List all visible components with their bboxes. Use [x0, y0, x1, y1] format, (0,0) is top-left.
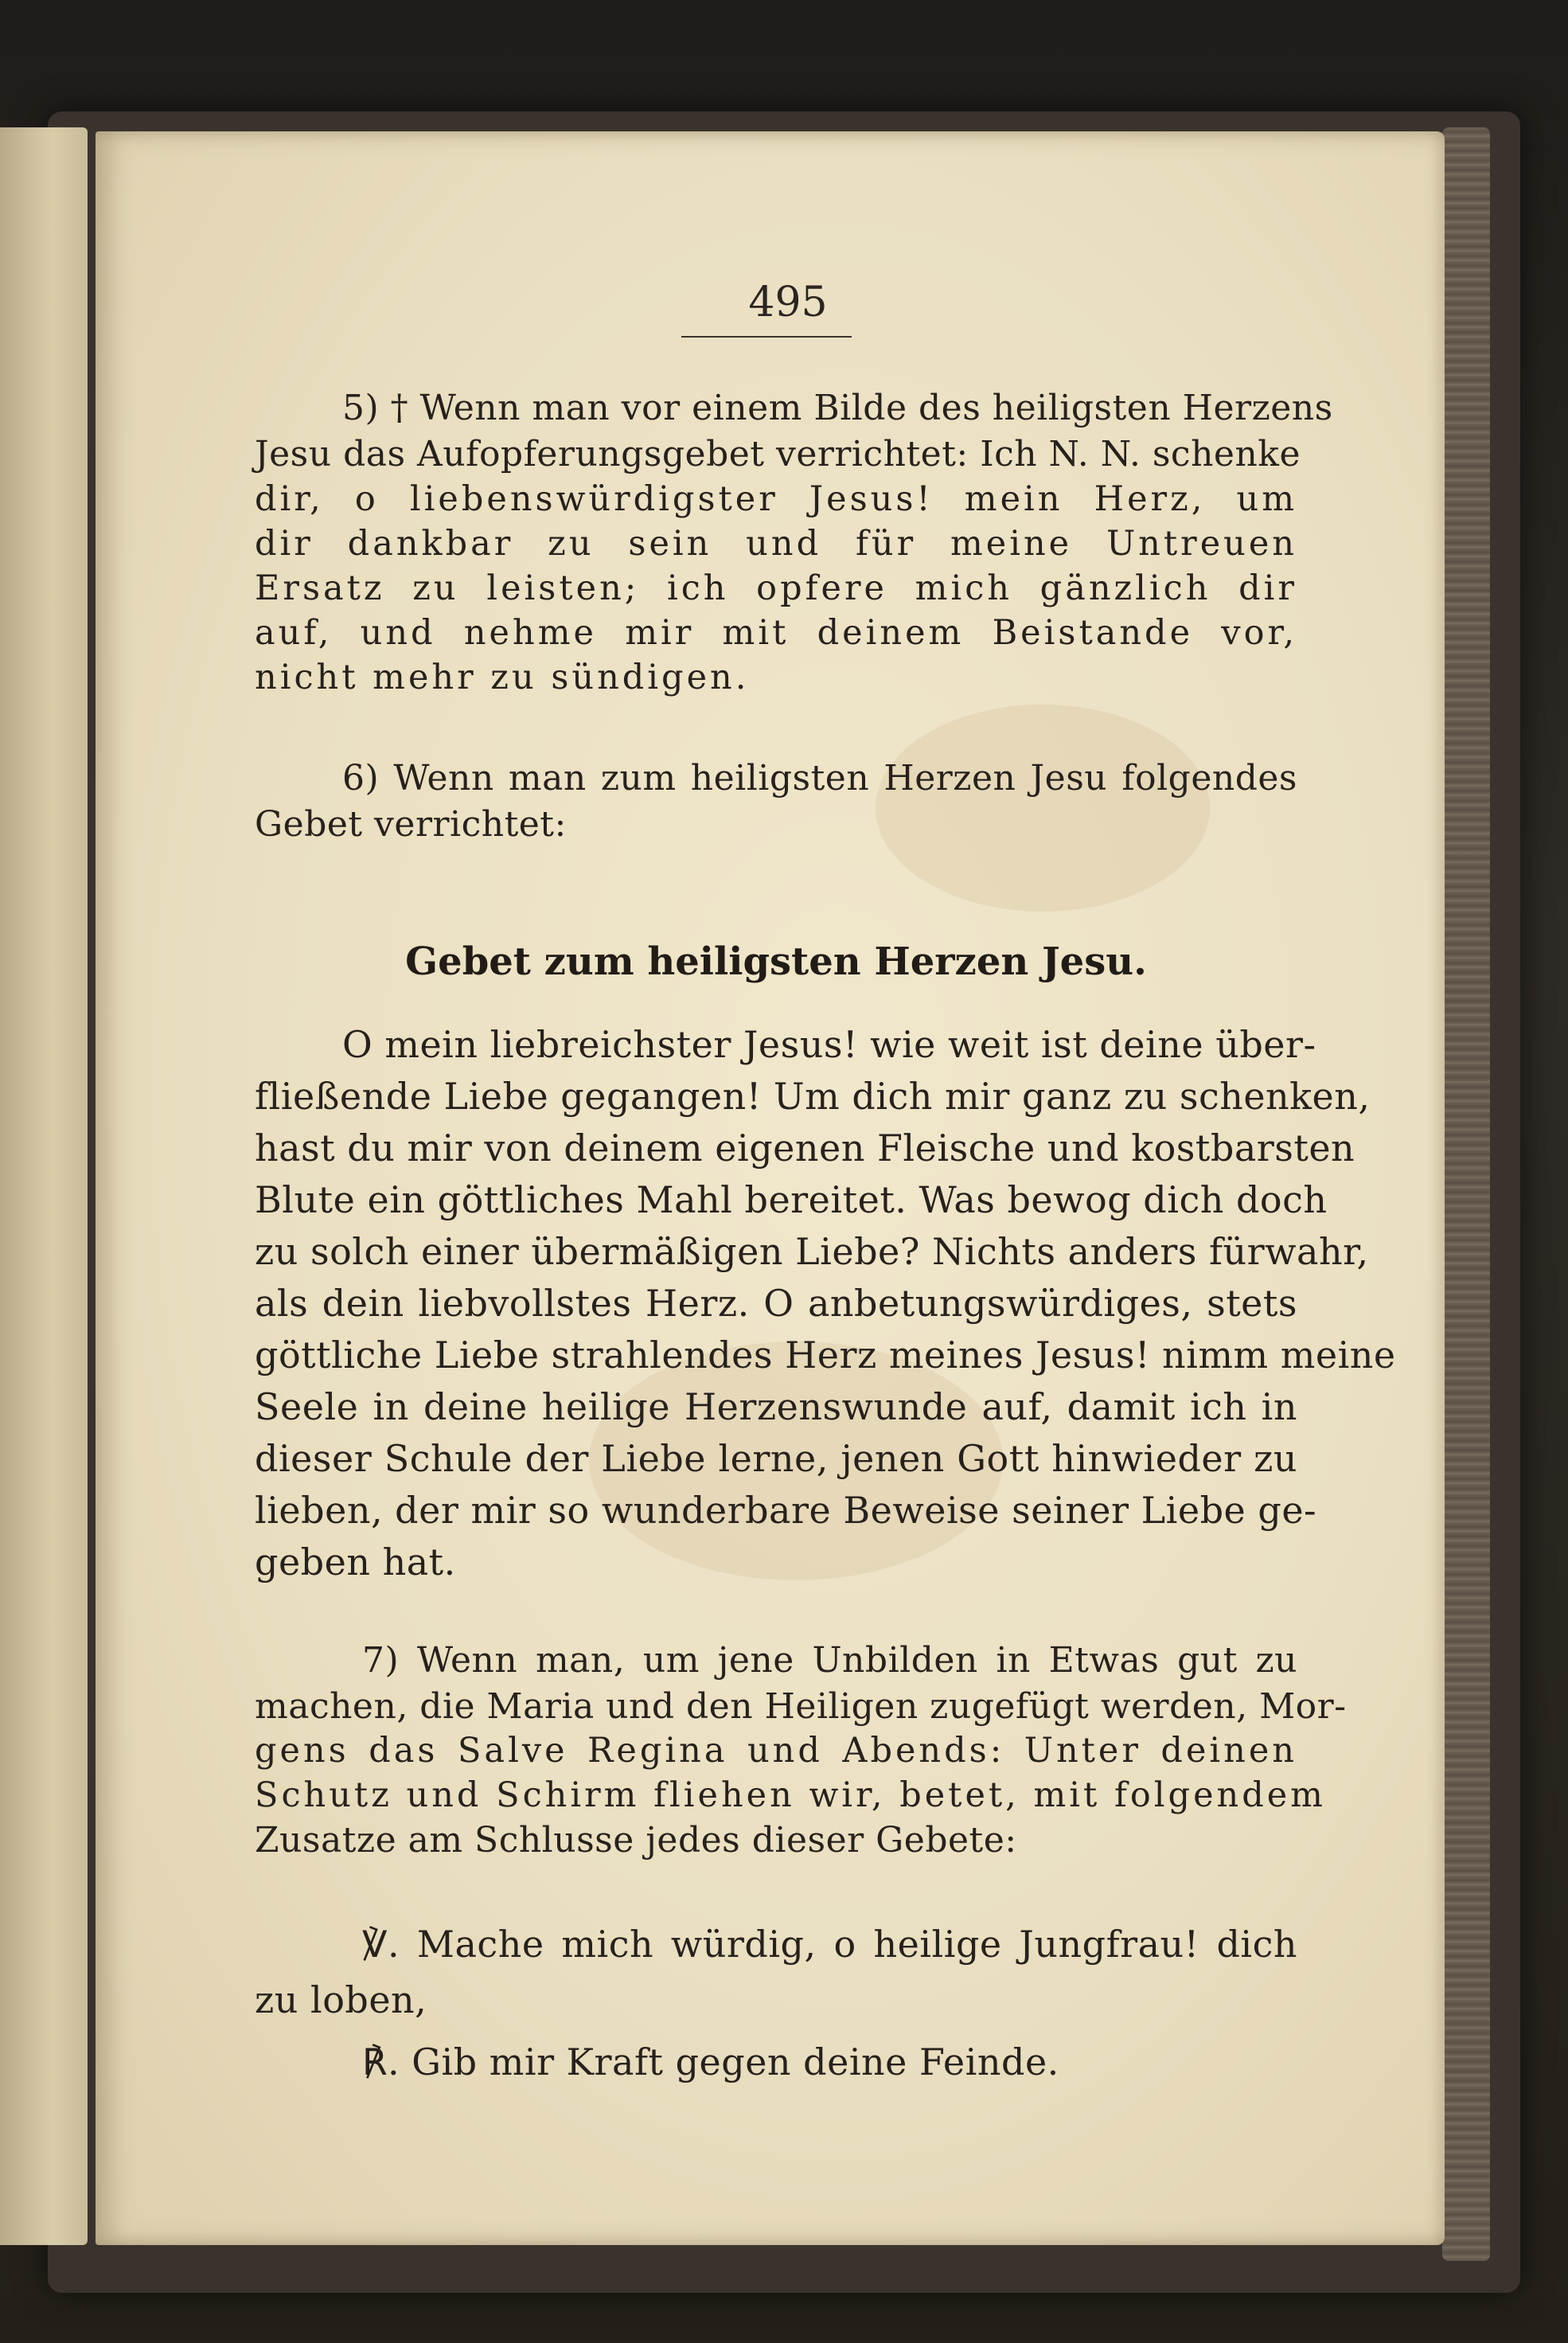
- prayer-line-4: Blute ein göttliches Mahl bereitet. Was bewog dich doch: [255, 1178, 1328, 1221]
- section5-line-1: 5) † Wenn man vor einem Bilde des heiligsten Herzens: [342, 388, 1333, 428]
- section5-line-6: auf, und nehme mir mit deinem Beistande vor,: [255, 613, 1297, 653]
- section6-line-1: 6) Wenn man zum heiligsten Herzen Jesu folgendes: [342, 758, 1297, 799]
- prayer-heading: Gebet zum heiligsten Herzen Jesu.: [405, 939, 1147, 984]
- section6-line-2: Gebet verrichtet:: [255, 804, 567, 845]
- page-number-rule: [681, 336, 852, 338]
- previous-page-edge: [0, 127, 88, 2245]
- prayer-line-6: als dein liebvollstes Herz. O anbetungswürdiges, stets: [255, 1282, 1297, 1325]
- versicle-line-2: zu loben,: [255, 1978, 427, 2021]
- prayer-line-9: dieser Schule der Liebe lerne, jenen Gott hinwieder zu: [255, 1437, 1297, 1480]
- prayer-line-8: Seele in deine heilige Herzenswunde auf, damit ich in: [255, 1385, 1297, 1428]
- section7-line-5: Zusatze am Schlusse jedes dieser Gebete:: [255, 1820, 1017, 1861]
- prayer-line-5: zu solch einer übermäßigen Liebe? Nichts anders fürwahr,: [255, 1230, 1369, 1273]
- section7-line-2: machen, die Maria und den Heiligen zugefügt werden, Mor-: [255, 1686, 1347, 1727]
- versicle-line-1: ℣. Mache mich würdig, o heilige Jungfrau! dich: [362, 1923, 1297, 1966]
- prayer-line-10: lieben, der mir so wunderbare Beweise seiner Liebe ge-: [255, 1489, 1317, 1532]
- prayer-line-11: geben hat.: [255, 1541, 456, 1583]
- page-number: 495: [748, 279, 828, 326]
- section5-line-5: Ersatz zu leisten; ich opfere mich gänzlich dir: [255, 568, 1297, 608]
- section5-line-2: Jesu das Aufopferungsgebet verrichtet: Ich N. N. schenke: [255, 434, 1301, 474]
- section5-line-7: nicht mehr zu sündigen.: [255, 658, 750, 697]
- prayer-line-7: göttliche Liebe strahlendes Herz meines Jesus! nimm meine: [255, 1334, 1396, 1377]
- section7-line-3: gens das Salve Regina und Abends: Unter deinen: [255, 1731, 1297, 1771]
- section5-line-4: dir dankbar zu sein und für meine Untreuen: [255, 524, 1297, 564]
- cover-edge: [1442, 127, 1490, 2261]
- section7-line-4: Schutz und Schirm fliehen wir, betet, mit folgendem: [255, 1775, 1326, 1815]
- prayer-line-1: O mein liebreichster Jesus! wie weit ist deine über-: [342, 1023, 1316, 1066]
- prayer-line-2: fließende Liebe gegangen! Um dich mir ganz zu schenken,: [255, 1075, 1371, 1118]
- response-line: ℟. Gib mir Kraft gegen deine Feinde.: [362, 2040, 1059, 2083]
- section5-line-3: dir, o liebenswürdigster Jesus! mein Herz, um: [255, 479, 1297, 519]
- prayer-line-3: hast du mir von deinem eigenen Fleische und kostbarsten: [255, 1127, 1355, 1170]
- section7-line-1: 7) Wenn man, um jene Unbilden in Etwas gut zu: [362, 1640, 1297, 1681]
